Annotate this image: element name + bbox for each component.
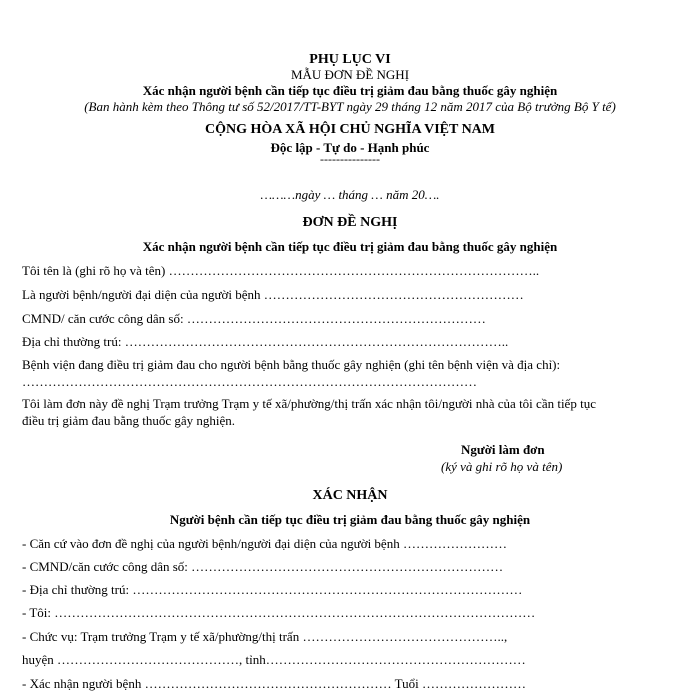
- request-statement-line2: điều trị giảm đau bằng thuốc gây nghiện.: [22, 413, 236, 428]
- signer-title: Người làm đơn: [461, 442, 545, 457]
- date-line: ………ngày … tháng … năm 20….: [260, 187, 440, 202]
- national-title: CỘNG HÒA XÃ HỘI CHỦ NGHĨA VIỆT NAM: [204, 122, 495, 137]
- signer-note: (ký và ghi rõ họ và tên): [441, 459, 563, 474]
- form-type-title: MẪU ĐƠN ĐỀ NGHỊ: [290, 67, 410, 82]
- field-permanent-address: Địa chỉ thường trú: ……………………………………………………………………………..: [22, 334, 509, 349]
- field-id-number: CMND/ căn cước công dân số: ……………………………………………………………: [22, 311, 486, 326]
- motto-separator: ---------------: [320, 152, 380, 166]
- confirm-field-request-basis: - Căn cứ vào đơn đề nghị của người bệnh/người đại diện của người bệnh ……………………: [22, 536, 507, 551]
- confirm-field-district-province: huyện ……………………………………, tỉnh……………………………………………………: [22, 652, 526, 667]
- confirmation-title: XÁC NHẬN: [312, 488, 388, 503]
- confirmation-subtitle: Người bệnh cần tiếp tục điều trị giảm đau bằng thuốc gây nghiện: [169, 512, 531, 527]
- confirm-field-position: - Chức vụ: Trạm trưởng Trạm y tế xã/phường/thị trấn ………………………………………..,: [22, 629, 508, 644]
- field-hospital-label: Bệnh viện đang điều trị giảm đau cho người bệnh bằng thuốc gây nghiện (ghi tên bệnh viện và địa chỉ):: [22, 357, 561, 372]
- confirm-field-official-name: - Tôi: …………………………………………………………………………………………………: [22, 605, 536, 620]
- field-patient-or-representative: Là người bệnh/người đại diện của người bệnh ……………………………………………………: [22, 287, 524, 302]
- request-statement-line1: Tôi làm đơn này đề nghị Trạm trưởng Trạm y tế xã/phường/thị trấn xác nhận tôi/người nhà của tôi cần tiếp tục: [22, 396, 596, 411]
- form-subject: Xác nhận người bệnh cần tiếp tục điều trị giảm đau bằng thuốc gây nghiện: [142, 83, 558, 98]
- issuance-note: (Ban hành kèm theo Thông tư số 52/2017/TT-BYT ngày 29 tháng 12 năm 2017 của Bộ trưởng Bộ Y tế): [84, 99, 616, 114]
- appendix-title: PHỤ LỤC VI: [309, 52, 391, 67]
- confirm-field-id-number: - CMND/căn cước công dân số: ………………………………………………………………: [22, 559, 504, 574]
- field-hospital-value: ……………………………………………………………………………………………: [22, 374, 477, 389]
- request-subtitle: Xác nhận người bệnh cần tiếp tục điều trị giảm đau bằng thuốc gây nghiện: [142, 239, 558, 254]
- request-title: ĐƠN ĐỀ NGHỊ: [302, 215, 398, 230]
- confirm-field-patient-age: - Xác nhận người bệnh ………………………………………………… Tuổi ……………………: [22, 676, 526, 691]
- field-full-name: Tôi tên là (ghi rõ họ và tên) …………………………………………………………………………..: [22, 263, 540, 278]
- confirm-field-address: - Địa chỉ thường trú: ………………………………………………………………………………: [22, 582, 523, 597]
- national-motto: Độc lập - Tự do - Hạnh phúc: [270, 140, 430, 155]
